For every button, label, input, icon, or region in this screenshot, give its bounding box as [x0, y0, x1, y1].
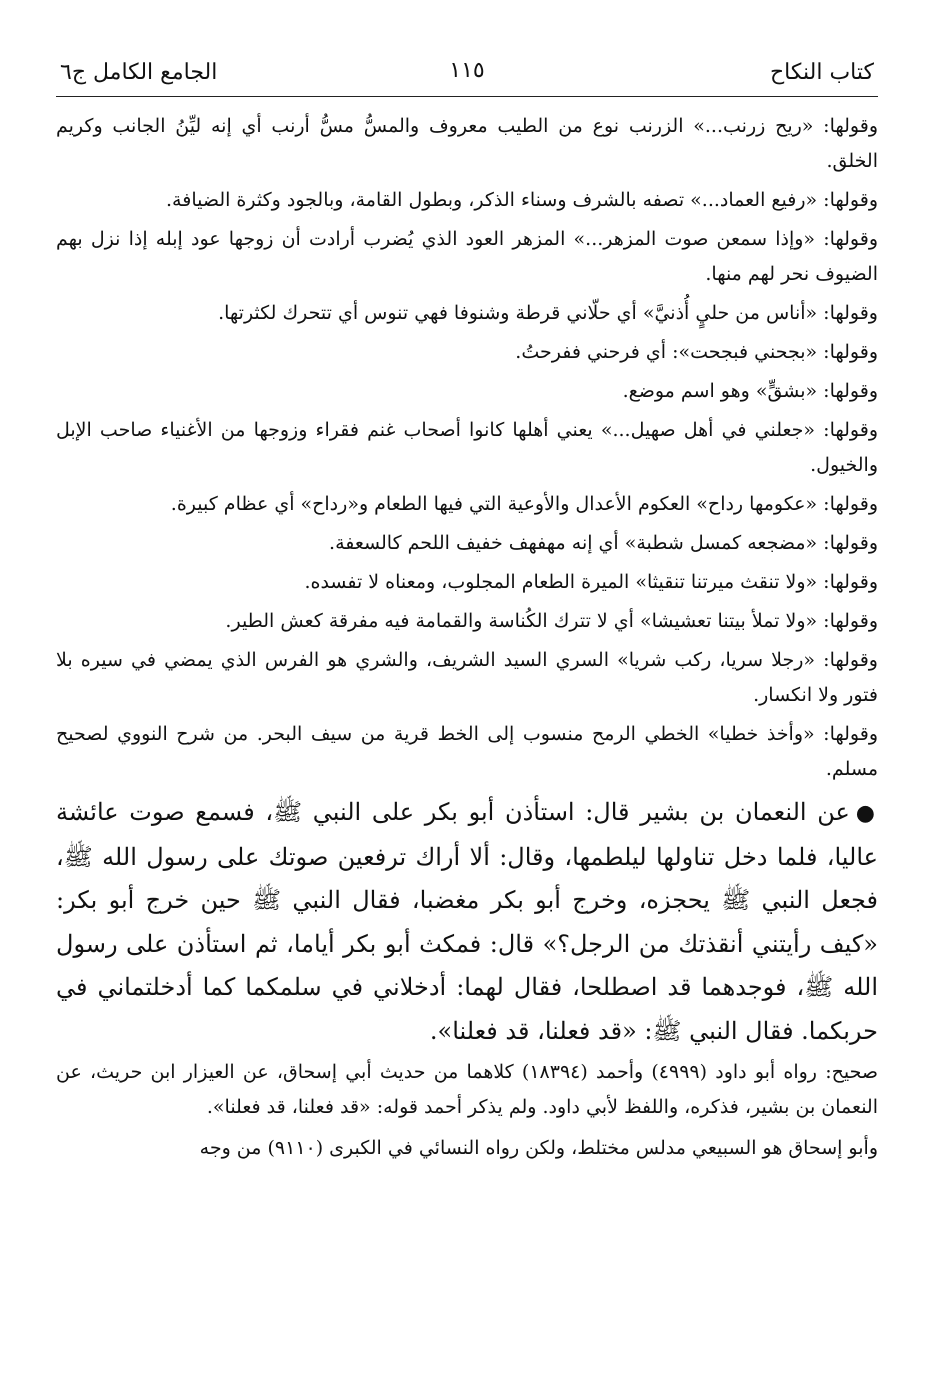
note-paragraph: وقولها: «وإذا سمعن صوت المزهر...» المزهر العود الذي يُضرب أرادت أن زوجها عود إبله إذا نزل بهم الضيوف نحر لهم منها. [56, 228, 878, 285]
page-header [56, 52, 878, 97]
note-paragraph: وقولها: «بجحني فبجحت»: أي فرحني ففرحتُ. [515, 341, 878, 363]
note-paragraph: وقولها: «مضجعه كمسل شطبة» أي إنه مهفهف خفيف اللحم كالسعفة. [329, 532, 878, 554]
note-paragraph: وقولها: «أناس من حليٍ أُذنيَّ» أي حلّاني قرطة وشنوفا فهي تنوس أي تتحرك لكثرتها. [218, 302, 878, 324]
note-paragraph: وقولها: «جعلني في أهل صهيل...» يعني أهلها كانوا أصحاب غنم فقراء وزوجها من الأغنياء صاحب الإبل والخيول. [56, 419, 878, 476]
continuation-paragraph: وأبو إسحاق هو السبيعي مدلس مختلط، ولكن رواه النسائي في الكبرى (٩١١٠) من وجه [199, 1137, 878, 1159]
note-paragraph: وقولها: «رجلا سريا، ركب شريا» السري السيد الشريف، والشري هو الفرس الذي يمضي في سيره بلا فتور ولا انكسار. [56, 649, 878, 706]
hadith-body: عن النعمان بن بشير قال: استأذن أبو بكر على النبي ﷺ، فسمع صوت عائشة عاليا، فلما دخل تناولها ليلطمها، وقال: ألا أراك ترفعين صوتك على رسول الله ﷺ، فجعل النبي ﷺ يحجزه، وخرج أبو بكر مغضبا، فقال النبي ﷺ حين خرج أبو بكر: «كيف رأيتني أنقذتك من الرجل؟» قال: فمكث أبو بكر أياما، ثم استأذن على رسول الله ﷺ، فوجدهما قد اصطلحا، فقال لهما: أدخلاني في سلمكما كما أدخلتماني في حربكما. فقال النبي ﷺ: «قد فعلنا، قد فعلنا». [56, 798, 878, 1045]
note-paragraph: وقولها: «ريح زرنب...» الزرنب نوع من الطيب معروف والمسُّ مسُّ أرنب أي إنه ليِّنُ الجانب وكريم الخلق. [56, 115, 878, 172]
page-number: ١١٥ [449, 58, 485, 83]
note-paragraph: وقولها: «ولا تنقث ميرتنا تنقيثا» الميرة الطعام المجلوب، ومعناه لا تفسده. [304, 571, 878, 593]
takhrij-paragraph: صحيح: رواه أبو داود (٤٩٩٩) وأحمد (١٨٣٩٤) كلاهما من حديث أبي إسحاق، عن العيزار ابن حريث، عن النعمان بن بشير، فذكره، واللفظ لأبي داود. ولم يذكر أحمد قوله: «قد فعلنا، قد فعلنا». [56, 1061, 878, 1118]
note-paragraph: وقولها: «عكومها رداح» العكوم الأعدال والأوعية التي فيها الطعام و«رداح» أي عظام كبيرة. [170, 493, 878, 515]
book-title: كتاب النكاح [769, 60, 874, 85]
bullet-icon: ● [855, 801, 878, 826]
commentary-notes [56, 109, 878, 787]
hadith-section [56, 791, 878, 1053]
note-paragraph: وقولها: «وأخذ خطيا» الخطي الرمح منسوب إلى الخط قرية من سيف البحر. من شرح النووي لصحيح مسلم. [56, 723, 878, 780]
hadith-text [56, 791, 878, 1053]
note-paragraph: وقولها: «ولا تملأ بيتنا تعشيشا» أي لا تترك الكُناسة والقمامة فيه مفرقة كعش الطير. [225, 610, 878, 632]
note-paragraph: وقولها: «بشقٍّ» وهو اسم موضع. [622, 380, 878, 402]
collection-title: الجامع الكامل ج٦ [60, 60, 218, 85]
note-paragraph: وقولها: «رفيع العماد...» تصفه بالشرف وسناء الذكر، وبطول القامة، وبالجود وكثرة الضيافة. [166, 189, 878, 211]
